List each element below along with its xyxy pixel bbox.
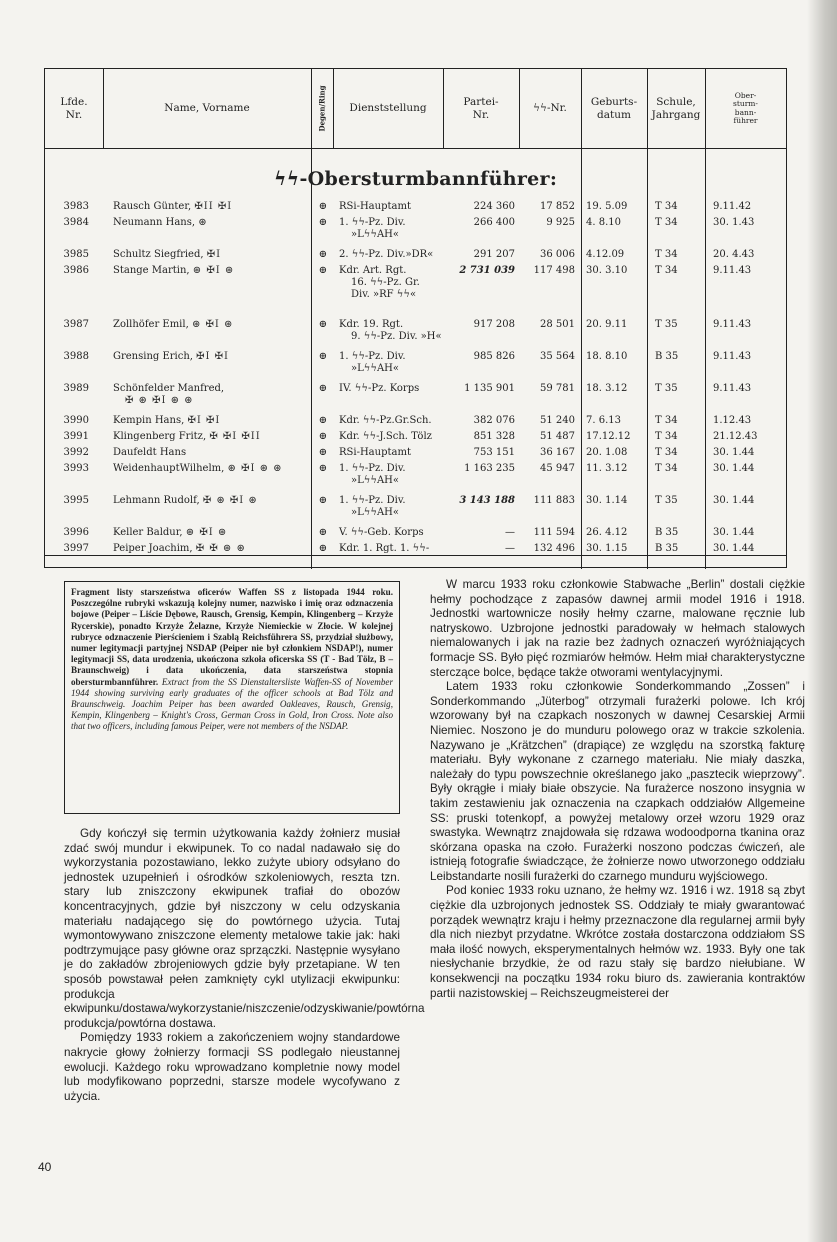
officer-name: Klingenberg Fritz, [113,431,207,442]
promotion-date: 9.11.42 [713,201,752,212]
promotion-date: 9.11.43 [713,383,752,394]
left-text-column [64,827,425,1104]
birth-date: 4. 8.10 [586,217,621,228]
ss-number: 35 564 [540,351,575,362]
figure-caption [64,581,400,814]
officer-name: Schultz Siegfried, [113,249,204,260]
assignment: 1. ϟϟ-Pz. Div. [339,217,406,228]
name-cell [113,249,221,261]
party-number: — [505,543,515,554]
dienst-cell [339,217,406,241]
award-icons: ✠ ⊛ ✠I ⊛ ⊛ [125,395,194,406]
ss-number: 36 006 [540,249,575,260]
promotion-date: 30. 1.43 [713,217,755,228]
degen-ring-icon: ⊕ [318,495,328,506]
paragraph: Pomiędzy 1933 rokiem a zakończeniem wojny standardowe nakrycie głowy żołnierzy formacji SS podlegało nieustannej ewolucji. Każdego roku wprowadzano kompletnie nowy model lub modyfikowano poprzedni, starsze modele wycofywano z użycia. [64,1031,400,1103]
promotion-date: 20. 4.43 [713,249,755,260]
name-cell [113,527,227,539]
row-number: 3992 [63,447,89,458]
birth-date: 30. 1.15 [586,543,628,554]
caption-polish: Fragment listy starszeństwa oficerów Waffen SS z listopada 1944 roku. Poszczególne rubryki wskazują kolejny numer, nazwisko i imię oraz odznaczenia bojowe (Peiper – Liście Dębowe, Rausch, Grensig, Kempin, Klingenberg – Krzyże Rycerskie), ponadto Krzyże Żelazne, Krzyże Niemieckie w Złocie. W kolejnej rubryce odznaczenie Pierścieniem i Szablą Reichsführera SS, przydział służbowy, numer legitymacji partyjnej NSDAP (Peiper nie był członkiem NSDAP!), numer legitymacji SS, data urodzenia, ukończona szkoła oficerska SS (T - Bad Tölz, B – Braunschweig) i data ukończenia, data starszeństwa stopnia obersturmbannführer. [71,587,393,687]
dienst-cell [339,249,433,261]
school-year: T 34 [655,463,678,474]
right-text-column [430,578,805,1001]
assignment-line: »LϟϟAH« [351,229,400,240]
award-icons: ✠II ✠I [194,201,233,212]
degen-ring-icon: ⊕ [318,463,328,474]
party-number: 753 151 [473,447,515,458]
officer-name: Keller Baldur, [113,527,183,538]
award-icons: ✠ ✠I ✠II [209,431,261,442]
officer-name: Kempin Hans, [113,415,185,426]
school-year: T 34 [655,217,678,228]
assignment: 1. ϟϟ-Pz. Div. [339,463,406,474]
school-year: B 35 [655,543,679,554]
award-icons: ⊛ ✠I ⊛ ⊛ [227,463,283,474]
degen-ring-icon: ⊕ [318,527,328,538]
party-number: 1 135 901 [464,383,515,394]
name-cell [113,201,232,213]
name-cell [113,265,234,277]
ss-number: 51 240 [540,415,575,426]
name-cell [113,351,229,363]
ss-number: 36 167 [540,447,575,458]
assignment: Kdr. ϟϟ-Pz.Gr.Sch. [339,415,432,426]
assignment: Kdr. Art. Rgt. [339,265,407,276]
row-number: 3988 [63,351,89,362]
paragraph: Gdy kończył się termin użytkowania każdy żołnierz musiał zdać swój mundur i ekwipunek. To co nadal nadawało się do wykorzystania pozostawiano, lekko zużyte ubiory odsyłano do jednostek uzupełnień i ośrodków szkoleniowych, reszta tzn. stary lub zniszczony ekwipunek trafiał do obozów koncentracyjnych, gdzie był niszczony w celu odzyskania materiału nadającego się do powtórnego użycia. Tutaj wymontowywano zniszczone elementy metalowe takie jak: haki podtrzymujące pasy główne oraz sprzączki. Następnie wysyłano je do zakładów zbrojeniowych gdzie były przetapiane. W ten sposób powstawał pełen zamknięty cykl utylizacji ekwipunku: produkcja ekwipunku/dostawa/wykorzystanie/niszczenie/odzyskiwanie/powtórna produkcja/powtórna dostawa. [64,827,425,1030]
row-number: 3986 [63,265,89,276]
header-dienststellung: Dienststellung [349,102,427,114]
caption-english: Extract from the SS Dienstaltersliste Waffen-SS of November 1944 showing surviving early graduates of the officer schools at Bad Tölz and Braunschweig. Joachim Peiper has been awarded Oakleaves, Rausch, Grensig, Kempin, Klingenberg – Knight's Cross, German Cross in Gold, Iron Cross. Note also that two officers, including famous Peiper, were not members of the NSDAP. [71,676,393,732]
promotion-date: 9.11.43 [713,265,752,276]
row-number: 3995 [63,495,89,506]
promotion-date: 30. 1.44 [713,495,755,506]
assignment: 1. ϟϟ-Pz. Div. [339,351,406,362]
school-year: T 34 [655,431,678,442]
row-number: 3991 [63,431,89,442]
dienst-cell [339,495,406,519]
school-year: B 35 [655,527,679,538]
dienst-cell [339,319,442,343]
degen-ring-icon: ⊕ [318,201,328,212]
row-number: 3984 [63,217,89,228]
school-year: T 34 [655,415,678,426]
degen-ring-icon: ⊕ [318,543,328,554]
promotion-date: 1.12.43 [713,415,752,426]
name-cell [113,319,233,331]
birth-date: 17.12.12 [586,431,631,442]
promotion-date: 30. 1.44 [713,447,755,458]
party-number: 291 207 [473,249,515,260]
section-title: ϟϟ-Obersturmbannführer: [273,168,558,190]
birth-date: 7. 6.13 [586,415,621,426]
dienst-cell [339,463,406,487]
dienst-cell [339,383,419,395]
school-year: T 35 [655,495,678,506]
name-cell [113,447,186,459]
birth-date: 19. 5.09 [586,201,628,212]
officer-name: Zollhöfer Emil, [113,319,189,330]
officer-name: Rausch Günter, [113,201,192,212]
birth-date: 18. 3.12 [586,383,628,394]
birth-date: 4.12.09 [586,249,625,260]
assignment: V. ϟϟ-Geb. Korps [339,527,424,538]
table-bottom-rule [45,555,786,556]
ss-number: 132 496 [533,543,575,554]
officer-name: Schönfelder Manfred, [113,383,225,394]
school-year: T 35 [655,319,678,330]
dienst-cell [339,351,406,375]
birth-date: 18. 8.10 [586,351,628,362]
award-icons: ⊛ ✠I ⊛ [185,527,228,538]
dienst-cell [339,265,420,301]
row-number: 3983 [63,201,89,212]
name-cell [113,463,283,475]
header-schule: Schule, Jahrgang [651,95,701,121]
assignment: IV. ϟϟ-Pz. Korps [339,383,420,394]
assignment-line: 16. ϟϟ-Pz. Gr. [351,277,420,288]
name-cell [113,415,220,427]
dienst-cell [339,415,432,427]
header-ss-nr: ϟϟ-Nr. [533,102,567,114]
party-number: 382 076 [473,415,515,426]
assignment-line: »LϟϟAH« [351,475,400,486]
promotion-date: 30. 1.44 [713,543,755,554]
assignment: Kdr. ϟϟ-J.Sch. Tölz [339,431,432,442]
header-degen-ring: Degen/Ring [317,85,327,132]
degen-ring-icon: ⊕ [318,431,328,442]
header-partei-nr: Partei- Nr. [463,95,499,121]
degen-ring-icon: ⊕ [318,447,328,458]
party-number: 917 208 [473,319,515,330]
assignment: Kdr. 19. Rgt. [339,319,404,330]
promotion-date: 21.12.43 [713,431,758,442]
promotion-date: 30. 1.44 [713,463,755,474]
promotion-date: 30. 1.44 [713,527,755,538]
dienst-cell [339,431,432,443]
party-number: 985 826 [473,351,515,362]
party-number: 266 400 [473,217,515,228]
party-number: 3 143 188 [459,495,515,506]
dienst-cell [339,201,411,213]
name-cell [113,217,208,229]
school-year: T 34 [655,249,678,260]
name-cell [113,383,224,407]
birth-date: 30. 1.14 [586,495,628,506]
party-number: 2 731 039 [459,265,515,276]
name-cell [113,431,261,443]
ss-number: 45 947 [540,463,575,474]
school-year: B 35 [655,351,679,362]
ss-number: 28 501 [540,319,575,330]
degen-ring-icon: ⊕ [318,249,328,260]
degen-ring-icon: ⊕ [318,319,328,330]
award-icons: ⊛ [198,217,208,228]
officer-name: Stange Martin, [113,265,190,276]
row-number: 3987 [63,319,89,330]
degen-ring-icon: ⊕ [318,351,328,362]
party-number: 851 328 [473,431,515,442]
award-icons: ✠ ✠ ⊛ ⊛ [195,543,246,554]
party-number: — [505,527,515,538]
officer-name: Daufeldt Hans [113,447,187,458]
birth-date: 30. 3.10 [586,265,628,276]
officer-name: Grensing Erich, [113,351,193,362]
paragraph: Latem 1933 roku członkowie Sonderkommando „Zossen” i Sonderkommando „Jüterbog” otrzymali furażerki polowe. Ich krój wzorowany był na czapkach noszonych w dawnej Cesarskiej Armii Niemiec. Noszono je do munduru polowego oraz w trakcie szkolenia. Nazywano je „Krätzchen” (drapiące) ze względu na szorstką fakturę materiału. Były wykonane z czarnego materiału. Nie miały daszka, należały do typu powszechnie określanego jako „pasztecik wieprzowy”. Były okrągłe i miały białe obszycie. Na furażerce noszono insygnia w takim zestawieniu jak oznaczenia na czapkach oddziałów Allgemeine SS: pruski totenkopf, a powyżej metalowy orzeł wzoru 1929 oraz swastyka. Wewnątrz znajdowała się rdzawa wodoodporna tkanina oraz skórzana opaska na czoło. Furażerki noszono podczas ćwiczeń, ale istnieją fotografie świadczące, że żołnierze nowo utworzonego oddziału Leibstandarte nosili furażerki do czarnego munduru wyjściowego. [430,680,805,883]
birth-date: 26. 4.12 [586,527,628,538]
promotion-date: 9.11.43 [713,351,752,362]
officer-name: Lehmann Rudolf, [113,495,200,506]
party-number: 224 360 [473,201,515,212]
promotion-date: 9.11.43 [713,319,752,330]
row-number: 3989 [63,383,89,394]
row-number: 3993 [63,463,89,474]
assignment: 2. ϟϟ-Pz. Div.»DR« [339,249,434,260]
page-binding-shadow [807,0,837,1242]
assignment-line: »LϟϟAH« [351,363,400,374]
assignment: 1. ϟϟ-Pz. Div. [339,495,406,506]
degen-ring-icon: ⊕ [318,415,328,426]
assignment: Kdr. 1. Rgt. 1. ϟϟ- [339,543,430,554]
row-number: 3985 [63,249,89,260]
assignment-line: »LϟϟAH« [351,507,400,518]
award-icons: ⊛ ✠I ⊛ [191,319,234,330]
header-geburtsdatum: Geburts- datum [590,95,638,121]
row-number: 3997 [63,543,89,554]
ss-number: 111 883 [533,495,575,506]
officer-name: Neumann Hans, [113,217,196,228]
award-icons: ✠I ✠I [196,351,230,362]
header-obersturmbannfuehrer: Ober- sturm- bann- führer [733,90,758,125]
dienst-cell [339,543,429,555]
birth-date: 20. 9.11 [586,319,628,330]
header-name: Name, Vorname [164,102,250,114]
assignment-line: 9. ϟϟ-Pz. Div. »H« [351,331,442,342]
degen-ring-icon: ⊕ [318,217,328,228]
assignment-line: Div. »RF ϟϟ« [351,289,417,300]
row-number: 3990 [63,415,89,426]
award-icons: ✠I [206,249,222,260]
school-year: T 34 [655,265,678,276]
ss-number: 51 487 [540,431,575,442]
party-number: 1 163 235 [464,463,515,474]
ss-number: 9 925 [546,217,575,228]
header-lfde-nr: Lfde. Nr. [60,95,88,121]
ss-number: 117 498 [533,265,575,276]
ss-number: 111 594 [533,527,575,538]
row-number: 3996 [63,527,89,538]
ss-number: 59 781 [540,383,575,394]
birth-date: 11. 3.12 [586,463,628,474]
school-year: T 35 [655,383,678,394]
name-cell [113,543,246,555]
name-cell [113,495,258,507]
paragraph: Pod koniec 1933 roku uznano, że hełmy wz. 1916 i wz. 1918 są zbyt ciężkie dla uzbrojonych jednostek SS. Oddziały te miały gwarantować porządek wewnątrz kraju i hełmy przeznaczone dla regularnej armii były dla nich niezbyt przydatne. Wkrótce została dostarczona oddziałom SS mała ilość nowych, eksperymentalnych hełmów wz. 1933. Były one tak niesłychanie brzydkie, że od razu stały się bardzo niełubiane. W konsekwencji na początku 1934 roku biuro ds. zawierania kontraktów partii nazistowskiej – Reichszeugmeisterei der [430,884,805,1000]
birth-date: 20. 1.08 [586,447,628,458]
assignment: RSi-Hauptamt [339,447,411,458]
school-year: T 34 [655,201,678,212]
officer-name: Peiper Joachim, [113,543,193,554]
assignment: RSi-Hauptamt [339,201,411,212]
dienst-cell [339,527,424,539]
paragraph: W marcu 1933 roku członkowie Stabwache „Berlin” dostali ciężkie hełmy pochodzące z zapasów dawnej armii model 1916 i 1918. Jednostki wartownicze nosiły hełmy czarne, malowane ręcznie lub natryskowo. Uzbrojone jednostki paradowały w hełmach stalowych niemalowanych i jak na razie bez żadnych oznaczeń wyróżniających formacje SS. Było pięć rozmiarów hełmów. Hełm miał charakterystyczne sterczące bolce, będące także otworami wentylacyjnymi. [430,578,805,679]
award-icons: ✠ ⊛ ✠I ⊛ [202,495,258,506]
school-year: T 34 [655,447,678,458]
dienst-cell [339,447,411,459]
officer-roster-table [44,68,787,568]
degen-ring-icon: ⊕ [318,265,328,276]
ss-number: 17 852 [540,201,575,212]
award-icons: ✠I ✠I [187,415,221,426]
officer-name: WeidenhauptWilhelm, [113,463,225,474]
degen-ring-icon: ⊕ [318,383,328,394]
award-icons: ⊛ ✠I ⊛ [192,265,235,276]
page-number: 40 [38,1160,52,1174]
table-header [45,69,786,149]
